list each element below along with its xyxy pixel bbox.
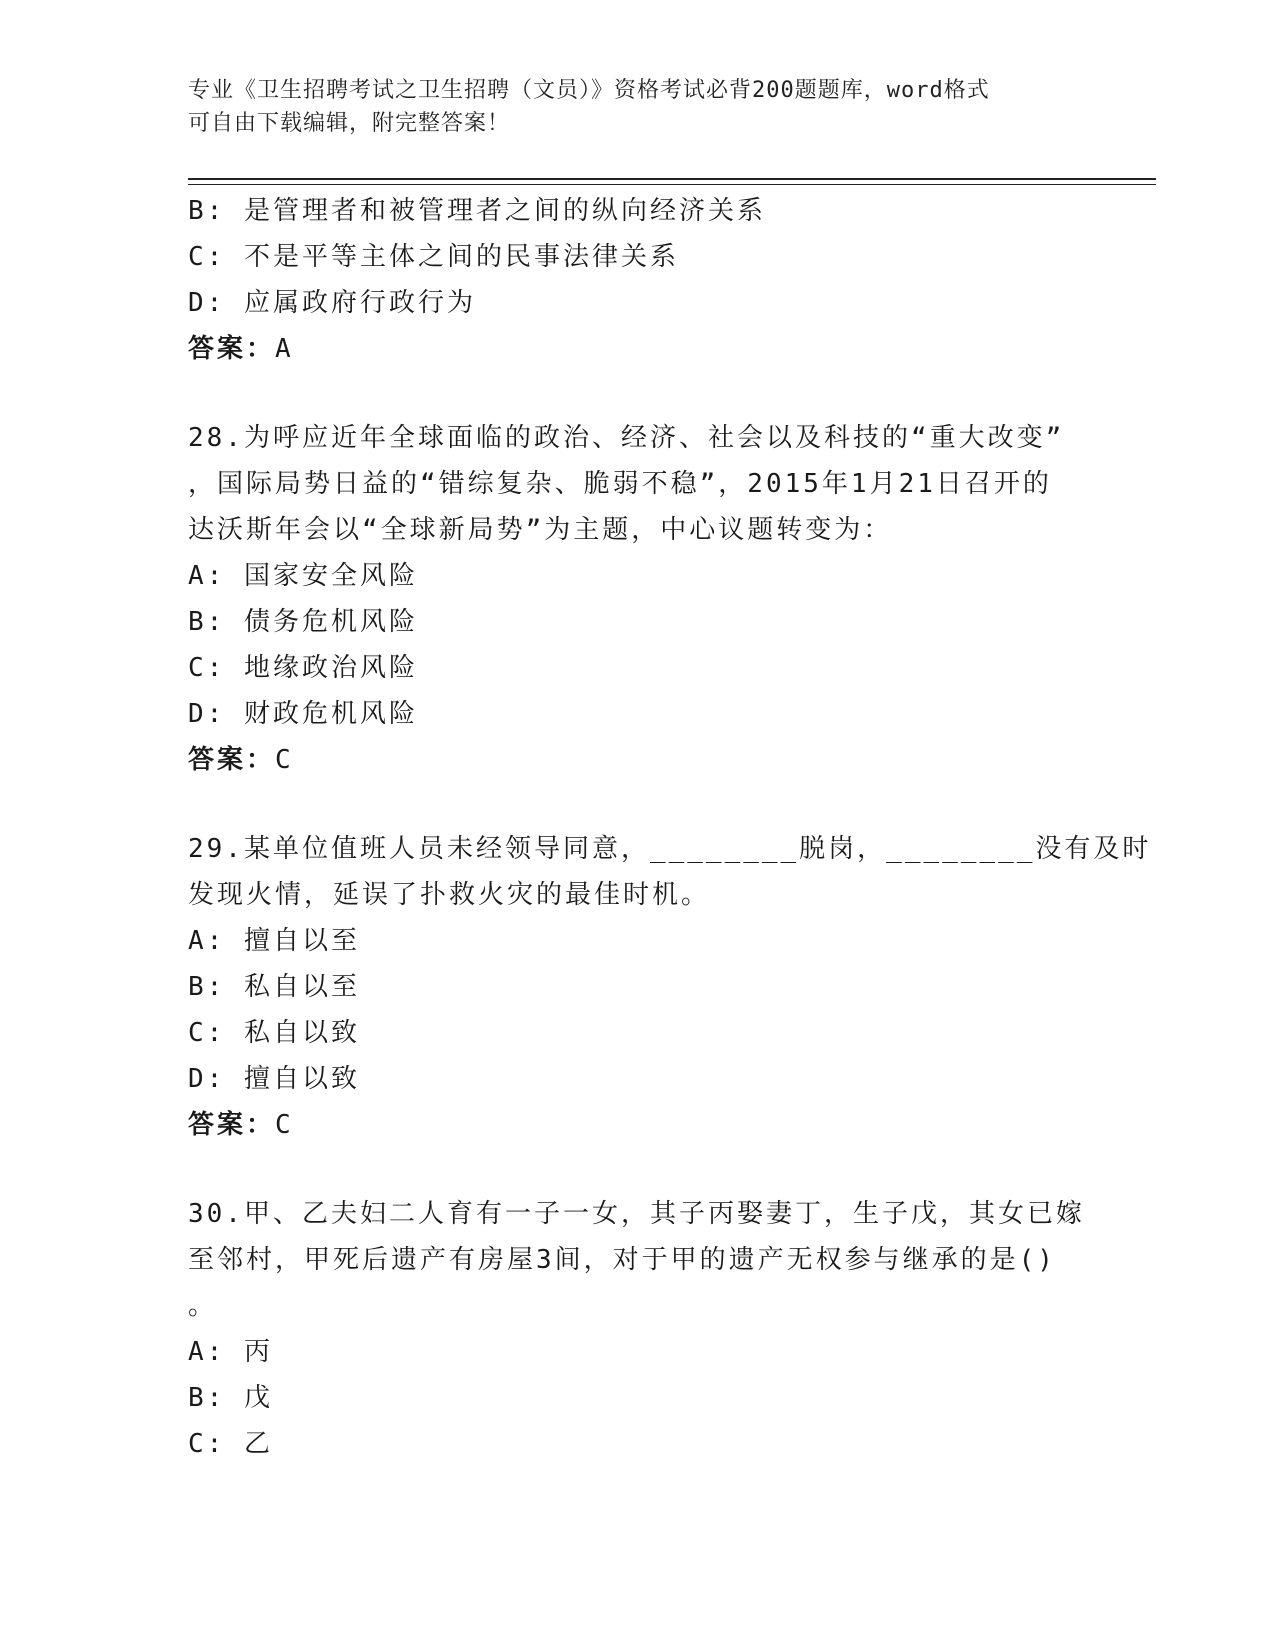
option-a: A: 国家安全风险 (188, 561, 418, 591)
option-letter: D (188, 1064, 207, 1094)
option-c: C: 乙 (188, 1429, 273, 1459)
option-text: 擅自以致 (243, 1064, 360, 1094)
option-b: B: 私自以至 (188, 972, 360, 1002)
option-text: 戊 (243, 1383, 273, 1413)
option-text: 财政危机风险 (243, 699, 418, 729)
question-content (188, 188, 1152, 1467)
option-d: D: 财政危机风险 (188, 699, 418, 729)
option-text: 国家安全风险 (243, 561, 418, 591)
option-text: 不是平等主体之间的民事法律关系 (243, 242, 679, 272)
question-29 (188, 826, 1152, 1148)
option-text: 乙 (243, 1429, 273, 1459)
option-letter: A (188, 926, 207, 956)
option-text: 债务危机风险 (243, 607, 418, 637)
question-stem-line: 发现火情，延误了扑救火灾的最佳时机。 (188, 880, 711, 910)
option-letter: B (188, 607, 207, 637)
question-stem-line: 30.甲、乙夫妇二人育有一子一女，其子丙娶妻丁，生子戊，其女已嫁 (188, 1199, 1085, 1229)
answer-value: C (275, 1110, 294, 1140)
option-text: 擅自以至 (243, 926, 360, 956)
header-line-1: 专业《卫生招聘考试之卫生招聘（文员）》资格考试必背200题题库，word格式 (188, 78, 990, 103)
option-a: A: 丙 (188, 1337, 273, 1367)
option-text: 应属政府行政行为 (243, 288, 476, 318)
option-c: C: 不是平等主体之间的民事法律关系 (188, 242, 679, 272)
question-30 (188, 1191, 1088, 1467)
option-letter: D (188, 288, 207, 318)
question-stem-line: 达沃斯年会以“全球新局势”为主题，中心议题转变为： (188, 515, 893, 545)
option-letter: B (188, 1383, 207, 1413)
option-letter: B (188, 972, 207, 1002)
answer-line (188, 1102, 1088, 1148)
option-text: 丙 (243, 1337, 273, 1367)
answer-label: 答案： (188, 745, 276, 775)
option-letter: C (188, 1018, 207, 1048)
option-text: 地缘政治风险 (243, 653, 418, 683)
question-stem-line: 29.某单位值班人员未经领导同意，________脱岗，________没有及时 (188, 834, 1152, 864)
question-stem-line: 。 (188, 1291, 218, 1321)
header-line-2: 可自由下载编辑，附完整答案！ (188, 111, 511, 136)
option-letter: C (188, 1429, 207, 1459)
option-text: 是管理者和被管理者之间的纵向经济关系 (243, 196, 766, 226)
option-a: A: 擅自以至 (188, 926, 360, 956)
option-letter: B (188, 196, 207, 226)
answer-label: 答案： (188, 334, 276, 364)
option-text: 私自以至 (243, 972, 360, 1002)
answer-value: C (275, 745, 294, 775)
question-stem-line: ，国际局势日益的“错综复杂、脆弱不稳”，2015年1月21日召开的 (188, 469, 1052, 499)
option-c: C: 地缘政治风险 (188, 653, 418, 683)
option-letter: C (188, 242, 207, 272)
answer-value: A (275, 334, 294, 364)
header-divider-top (188, 178, 1156, 180)
question-28 (188, 415, 1088, 783)
option-letter: A (188, 561, 207, 591)
option-text: 私自以致 (243, 1018, 360, 1048)
answer-line (188, 326, 1088, 372)
header-divider-bottom (188, 184, 1156, 185)
question-stem-line: 28.为呼应近年全球面临的政治、经济、社会以及科技的“重大改变” (188, 423, 1065, 453)
answer-line (188, 737, 1088, 783)
option-letter: D (188, 699, 207, 729)
answer-label: 答案： (188, 1110, 276, 1140)
option-d: D: 应属政府行政行为 (188, 288, 476, 318)
option-b: B: 是管理者和被管理者之间的纵向经济关系 (188, 196, 766, 226)
option-b: B: 债务危机风险 (188, 607, 418, 637)
option-c: C: 私自以致 (188, 1018, 360, 1048)
option-letter: A (188, 1337, 207, 1367)
option-letter: C (188, 653, 207, 683)
question-27-continued (188, 188, 1088, 372)
question-stem-line: 至邻村，甲死后遗产有房屋3间，对于甲的遗产无权参与继承的是() (188, 1245, 1056, 1275)
option-b: B: 戊 (188, 1383, 273, 1413)
option-d: D: 擅自以致 (188, 1064, 360, 1094)
document-header (188, 74, 1088, 140)
